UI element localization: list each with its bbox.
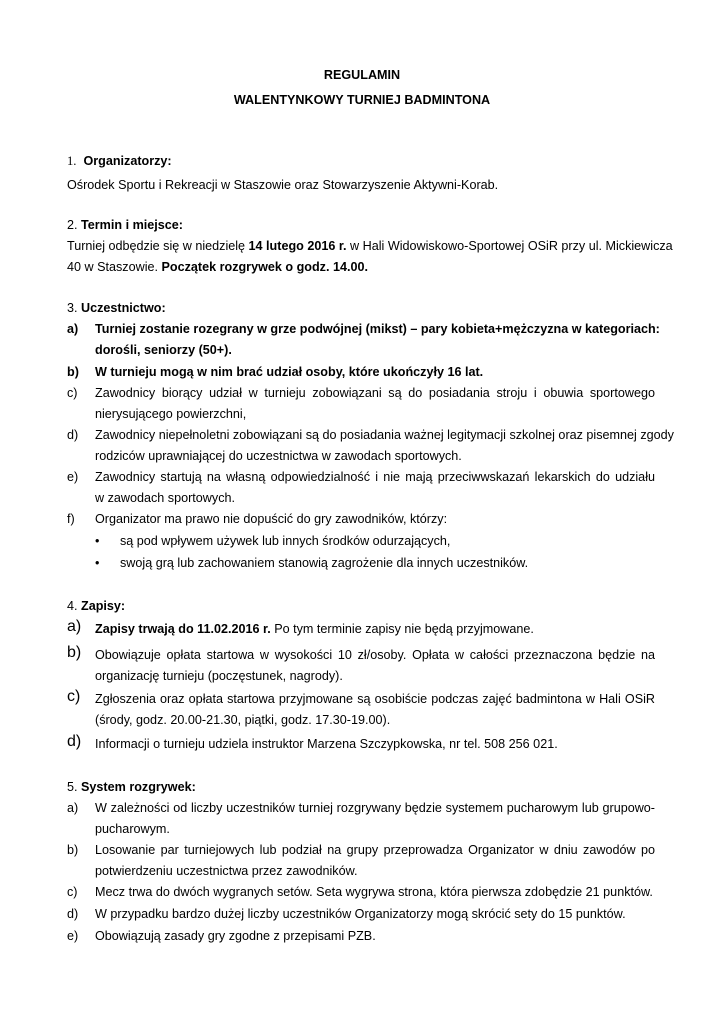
section-5-heading [67, 779, 196, 795]
section-2-line-2 [67, 259, 368, 275]
item-3a-line-2: dorośli, seniorzy (50+). [95, 343, 232, 357]
item-3c-line-1: Zawodnicy biorący udział w turnieju zobowiązani są do posiadania stroju i obuwia sportowego [95, 386, 655, 400]
item-5b-line-2: potwierdzeniu uczestnictwa przez zawodników. [95, 864, 358, 878]
item-3f-line-1: Organizator ma prawo nie dopuścić do gry zawodników, którzy: [95, 512, 448, 526]
section-3-heading [67, 300, 166, 316]
item-5d-line-1: W przypadku bardzo dużej liczby uczestników Organizatorzy mogą skrócić sety do 15 punktów. [95, 907, 626, 921]
item-3d-line-2: rodziców uprawniającej do uczestnictwa w zawodach sportowych. [95, 449, 462, 463]
item-4c-line-2: (środy, godz. 20.00-21.30, piątki, godz. 17.30-19.00). [95, 713, 391, 727]
section-1-text: Ośrodek Sportu i Rekreacji w Staszowie oraz Stowarzyszenie Aktywni-Korab. [67, 178, 499, 192]
section-title: Organizatorzy: [83, 154, 172, 168]
deadline-bold: Zapisy trwają do 11.02.2016 r. [95, 622, 271, 636]
section-2-line-1 [67, 238, 673, 254]
item-label: a) [67, 322, 79, 336]
text-run: w Hali Widowiskowo-Sportowej OSiR przy ul. Mickiewicza [346, 239, 673, 253]
item-label: c) [67, 688, 81, 705]
section-title: Termin i miejsce: [81, 218, 183, 232]
date-bold: 14 lutego 2016 r. [248, 239, 347, 253]
item-4b-line-1: Obowiązuje opłata startowa w wysokości 10 zł/osoby. Opłata w całości przeznaczona będzie na [95, 648, 655, 662]
section-number: 4. [67, 599, 78, 613]
item-5a-line-2: pucharowym. [95, 822, 170, 836]
text-run: Turniej odbędzie się w niedzielę [67, 239, 249, 253]
item-label: d) [67, 733, 82, 750]
item-4a-line-1 [95, 621, 534, 637]
item-label: f) [67, 512, 75, 526]
bullet-item-1: są pod wpływem używek lub innych środków odurzających, [120, 534, 451, 548]
item-4c-line-1: Zgłoszenia oraz opłata startowa przyjmowane są osobiście podczas zajęć badmintona w Hali OSiR [95, 692, 655, 706]
item-3d-line-1: Zawodnicy niepełnoletni zobowiązani są do posiadania ważnej legitymacji szkolnej oraz pisemnej zgody [95, 428, 674, 442]
section-title: Uczestnictwo: [81, 301, 166, 315]
item-label: a) [67, 618, 82, 635]
item-5e-line-1: Obowiązują zasady gry zgodne z przepisami PZB. [95, 929, 376, 943]
item-label: d) [67, 428, 79, 442]
section-2-heading [67, 217, 183, 233]
item-4b-line-2: organizację turnieju (poczęstunek, nagrody). [95, 669, 343, 683]
section-title: System rozgrywek: [81, 780, 196, 794]
item-label: d) [67, 907, 79, 921]
item-label: b) [67, 365, 79, 379]
item-3e-line-1: Zawodnicy startują na własną odpowiedzialność i nie mają przeciwwskazań lekarskich do udziału [95, 470, 655, 484]
section-number: 2. [67, 218, 78, 232]
section-number: 3. [67, 301, 78, 315]
text-run: Po tym terminie zapisy nie będą przyjmowane. [270, 622, 534, 636]
item-label: b) [67, 644, 82, 661]
item-3b-line-1: W turnieju mogą w nim brać udział osoby, które ukończyły 16 lat. [95, 365, 484, 379]
item-label: a) [67, 801, 79, 815]
bullet-item-2: swoją grą lub zachowaniem stanowią zagrożenie dla innych uczestników. [120, 556, 529, 570]
item-3e-line-2: w zawodach sportowych. [95, 491, 235, 505]
item-5a-line-1: W zależności od liczby uczestników turniej rozgrywany będzie systemem pucharowym lub grupowo- [95, 801, 655, 815]
item-label: e) [67, 929, 79, 943]
item-label: e) [67, 470, 79, 484]
item-label: c) [67, 386, 78, 400]
section-number: 5. [67, 780, 78, 794]
item-5b-line-1: Losowanie par turniejowych lub podział na grupy przeprowadza Organizator w dniu zawodów po [95, 843, 655, 857]
bullet-icon: • [95, 556, 100, 570]
item-4d-line-1: Informacji o turnieju udziela instruktor Marzena Szczypkowska, nr tel. 508 256 021. [95, 737, 558, 751]
document-subtitle: WALENTYNKOWY TURNIEJ BADMINTONA [233, 93, 491, 107]
section-title: Zapisy: [81, 599, 126, 613]
item-5c-line-1: Mecz trwa do dwóch wygranych setów. Seta wygrywa strona, która pierwsza zdobędzie 21 punktów. [95, 885, 653, 899]
item-label: b) [67, 843, 79, 857]
item-label: c) [67, 885, 78, 899]
item-3a-line-1: Turniej zostanie rozegrany w grze podwójnej (mikst) – pary kobieta+mężczyzna w kategoriach: [95, 322, 660, 336]
section-1-heading [67, 153, 172, 169]
section-number: 1. [67, 154, 77, 168]
start-time-bold: Początek rozgrywek o godz. 14.00. [161, 260, 368, 274]
item-3c-line-2: nierysującego powierzchni, [95, 407, 247, 421]
section-4-heading [67, 598, 125, 614]
document-title: REGULAMIN [323, 68, 401, 82]
bullet-icon: • [95, 534, 100, 548]
text-run: 40 w Staszowie. [67, 260, 162, 274]
